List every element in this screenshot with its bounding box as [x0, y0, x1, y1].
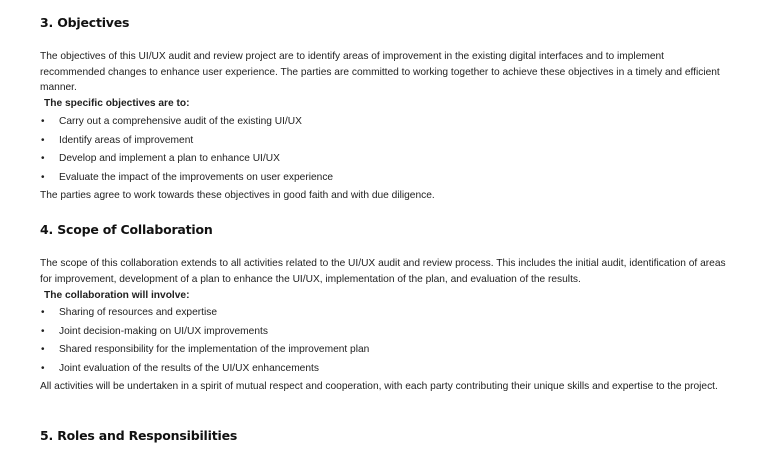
list-item-text: Develop and implement a plan to enhance UI/UX [59, 153, 280, 164]
bullet-icon: • [41, 307, 45, 318]
list-item [40, 150, 333, 169]
bullet-icon: • [41, 362, 45, 374]
section-paragraph-scope: The scope of this collaboration extends to all activities related to the UI/UX audit and review process. This includes the initial audit, identification of areas for improvement, development of a plan to enhance the UI/UX, implementation of the plan, and evaluation of the results. [40, 258, 726, 285]
list-item-text: Shared responsibility for the implementation of the improvement plan [59, 344, 370, 355]
objectives-list [40, 113, 333, 187]
list-item-text: Identify areas of improvement [59, 134, 194, 146]
section-heading-roles: 5. Roles and Responsibilities [40, 428, 238, 443]
bullet-icon: • [41, 171, 45, 183]
section-closing-scope: All activities will be undertaken in a spirit of mutual respect and cooperation, with each party contributing their unique skills and expertise to the project. [40, 381, 718, 392]
list-item [40, 113, 333, 132]
list-item [40, 323, 369, 342]
section-heading-scope: 4. Scope of Collaboration [40, 222, 213, 237]
list-item-text: Sharing of resources and expertise [59, 307, 217, 318]
list-lead-specific-objectives: The specific objectives are to: [44, 98, 190, 109]
bullet-icon: • [41, 134, 45, 146]
bullet-icon: • [41, 116, 45, 127]
bullet-icon: • [41, 325, 45, 337]
collaboration-list [40, 304, 369, 378]
list-item [40, 132, 333, 151]
list-item [40, 341, 369, 360]
bullet-icon: • [41, 153, 45, 164]
list-item-text: Joint decision-making on UI/UX improvements [59, 325, 268, 337]
list-item [40, 169, 333, 188]
list-item [40, 304, 369, 323]
list-item-text: Evaluate the impact of the improvements on user experience [59, 171, 334, 183]
list-lead-collaboration: The collaboration will involve: [44, 290, 190, 301]
list-item-text: Carry out a comprehensive audit of the existing UI/UX [59, 116, 302, 127]
section-paragraph-objectives: The objectives of this UI/UX audit and review project are to identify areas of improvement in the existing digital interfaces and to implement recommended changes to enhance user experience. The parties are committed to working together to achieve these objectives in a timely and efficient manner. [40, 51, 720, 93]
list-item [40, 360, 369, 379]
list-item-text: Joint evaluation of the results of the UI/UX enhancements [59, 362, 319, 374]
section-closing-objectives: The parties agree to work towards these objectives in good faith and with due diligence. [40, 190, 435, 201]
bullet-icon: • [41, 344, 45, 355]
section-heading-objectives: 3. Objectives [40, 15, 130, 30]
